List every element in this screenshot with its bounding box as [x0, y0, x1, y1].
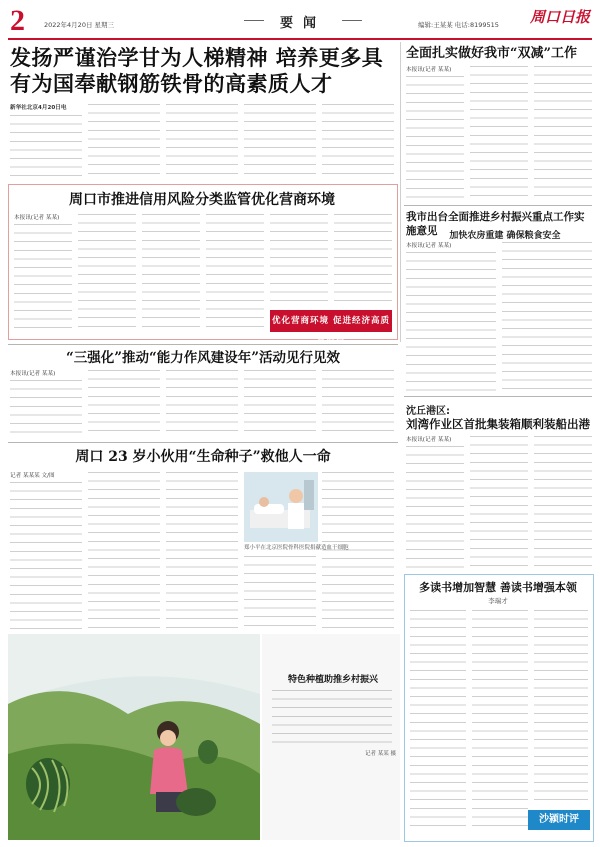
shuangjian-col-3 — [534, 66, 592, 202]
credit-col-4 — [206, 214, 264, 334]
credit-col-6 — [334, 214, 392, 306]
commentary-author: 李瑞才 — [488, 597, 508, 605]
header-date: 2022年4月20日 星期三 — [44, 21, 115, 29]
photo-feature-title: 特色种植助推乡村振兴 — [287, 675, 378, 685]
seed-col-3 — [166, 472, 238, 630]
credit-col-1 — [14, 214, 72, 334]
rural-byline: 本报讯(记者 某某) — [406, 243, 452, 249]
column-tag: 沙颍时评 — [528, 810, 590, 830]
seed-col-5 — [322, 472, 394, 630]
port-col-3 — [534, 436, 592, 572]
lead-body-col-2 — [88, 104, 160, 180]
three-strong-headline: “三强化”推动“能力作风建设年”活动见行见效 — [65, 350, 341, 366]
masthead — [8, 6, 592, 36]
port-headline: 刘湾作业区首批集装箱顺利装船出港 — [406, 417, 590, 431]
rule — [404, 205, 592, 206]
credit-banner: 优化营商环境 促进经济高质量发展 — [270, 310, 392, 332]
credit-byline: 本报讯(记者 某某) — [14, 215, 60, 221]
shuangjian-byline: 本报讯(记者 某某) — [406, 67, 452, 73]
three-strong-col-1 — [10, 370, 82, 438]
lead-body-col-3 — [166, 104, 238, 180]
three-strong-col-2 — [88, 370, 160, 438]
melon-photo — [8, 634, 260, 840]
seed-col-4 — [244, 556, 316, 630]
seed-byline: 记者 某某某 文/图 — [10, 473, 55, 479]
page-number: 2 — [10, 4, 25, 37]
seed-headline: 周口 23 岁小伙用“生命种子”救他人一命 — [75, 449, 331, 465]
credit-col-2 — [78, 214, 136, 334]
lead-body-col-1 — [10, 104, 82, 180]
photo-feature-credit: 记者 某某 摄 — [365, 751, 396, 757]
header-divider — [8, 38, 592, 40]
rural-col-1 — [406, 242, 496, 392]
port-byline: 本报讯(记者 某某) — [406, 437, 452, 443]
lead-headline: 发扬严谨治学甘为人梯精神 培养更多具有为国奉献钢筋铁骨的高素质人才 — [10, 45, 384, 96]
credit-col-5 — [270, 214, 328, 306]
photo-feature-caption — [272, 690, 392, 748]
seed-col-1 — [10, 472, 82, 630]
rural-col-2 — [502, 242, 592, 392]
editor-line: 编辑:王某某 电话:8199515 — [418, 21, 499, 29]
column-divider — [400, 42, 401, 342]
rural-headline: 我市出台全面推进乡村振兴重点工作实施意见 — [406, 211, 585, 237]
three-strong-col-3 — [166, 370, 238, 438]
lead-body-col-4 — [244, 104, 316, 180]
shuangjian-headline: 全面扎实做好我市“双减”工作 — [406, 46, 577, 61]
lead-dateline: 新华社北京4月20日电 — [10, 105, 67, 111]
credit-headline: 周口市推进信用风险分类监管优化营商环境 — [69, 192, 335, 208]
commentary-col-2 — [472, 610, 528, 832]
rule — [8, 442, 398, 443]
credit-col-3 — [142, 214, 200, 334]
port-label: 沈丘港区: — [406, 406, 450, 417]
rule — [404, 396, 592, 397]
commentary-headline: 多读书增加智慧 善读书增强本领 — [419, 581, 577, 594]
commentary-col-1 — [410, 610, 466, 832]
commentary-col-3 — [534, 610, 588, 800]
lead-body-col-5 — [322, 104, 394, 180]
three-strong-byline: 本报讯(记者 某某) — [10, 371, 56, 377]
hospital-photo — [244, 472, 318, 542]
port-col-2 — [470, 436, 528, 572]
port-col-1 — [406, 436, 464, 572]
seed-col-2 — [88, 472, 160, 630]
section-title: 要闻 — [248, 12, 358, 31]
three-strong-col-4 — [244, 370, 316, 438]
newspaper-logo: 周口日报 — [529, 8, 590, 26]
rural-subhead: 加快农房重建 确保粮食安全 — [449, 231, 561, 241]
three-strong-col-5 — [322, 370, 394, 438]
hospital-photo-caption: 郑小平在北京医院骨科医院捐献造血干细胞 — [244, 545, 349, 551]
shuangjian-col-1 — [406, 66, 464, 202]
shuangjian-col-2 — [470, 66, 528, 202]
rule — [8, 344, 398, 345]
